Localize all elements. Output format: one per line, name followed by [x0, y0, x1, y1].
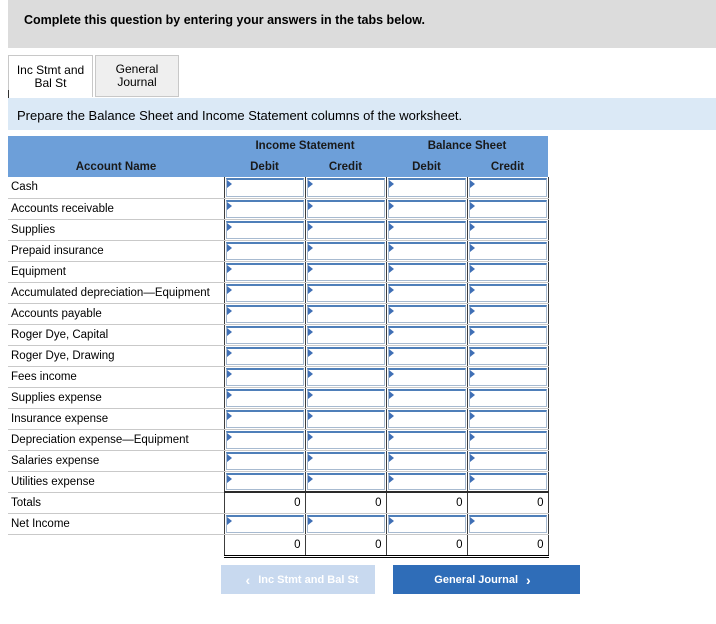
input-marker-icon [227, 475, 232, 483]
bs-credit-input-cell[interactable] [467, 219, 548, 240]
is-debit-input-cell[interactable] [224, 303, 305, 324]
answer-input[interactable] [307, 410, 385, 428]
input-marker-icon [308, 433, 313, 441]
table-row [8, 450, 548, 471]
input-marker-icon [308, 370, 313, 378]
input-marker-icon [308, 307, 313, 315]
income-statement-header: Income Statement [224, 136, 386, 156]
account-name: Fees income [8, 366, 224, 387]
input-marker-icon [389, 180, 394, 188]
is-debit-input-cell[interactable] [224, 198, 305, 219]
is-credit-input-cell[interactable] [305, 219, 386, 240]
answer-input[interactable] [307, 305, 385, 323]
bs-debit-input-cell[interactable] [386, 429, 467, 450]
input-marker-icon [308, 328, 313, 336]
input-marker-icon [308, 202, 313, 210]
input-marker-icon [389, 265, 394, 273]
next-tab-button[interactable] [393, 565, 580, 594]
table-row [8, 324, 548, 345]
account-name: Supplies [8, 219, 224, 240]
answer-input[interactable] [388, 410, 466, 428]
answer-input[interactable] [226, 263, 304, 281]
input-marker-icon [470, 391, 475, 399]
table-row [8, 261, 548, 282]
bs-credit-input-cell[interactable] [467, 324, 548, 345]
answer-input[interactable] [307, 326, 385, 344]
input-marker-icon [227, 433, 232, 441]
final-is-debit [224, 534, 305, 556]
net-income-bs-debit-input[interactable] [386, 513, 467, 534]
account-name-header: Account Name [8, 156, 224, 177]
prev-tab-button[interactable] [221, 565, 375, 594]
is-debit-input-cell[interactable] [224, 471, 305, 492]
input-marker-icon [227, 517, 232, 525]
input-marker-icon [227, 265, 232, 273]
table-row [8, 177, 548, 198]
tab-label-line2: Bal St [34, 75, 67, 90]
input-marker-icon [470, 349, 475, 357]
input-marker-icon [227, 370, 232, 378]
input-marker-icon [227, 286, 232, 294]
answer-input[interactable] [469, 178, 547, 197]
bs-debit-input-cell[interactable] [386, 345, 467, 366]
bs-credit-input-cell[interactable] [467, 471, 548, 492]
net-income-is-credit-input[interactable] [305, 513, 386, 534]
table-row [8, 471, 548, 492]
answer-input[interactable] [388, 347, 466, 365]
value: 0 [294, 538, 301, 551]
input-marker-icon [470, 370, 475, 378]
balance-sheet-header: Balance Sheet [386, 136, 548, 156]
answer-input[interactable] [307, 178, 385, 197]
input-marker-icon [470, 265, 475, 273]
net-income-label: Net Income [8, 513, 224, 534]
totals-is-debit [224, 492, 305, 513]
answer-input[interactable] [226, 347, 304, 365]
account-name: Accounts receivable [8, 198, 224, 219]
answer-input[interactable] [469, 347, 547, 365]
tab-divider [8, 90, 9, 98]
value: 0 [537, 497, 544, 509]
account-name: Supplies expense [8, 387, 224, 408]
is-credit-input-cell[interactable] [305, 408, 386, 429]
input-marker-icon [389, 202, 394, 210]
table-row [8, 219, 548, 240]
answer-input[interactable] [307, 263, 385, 281]
is-debit-input-cell[interactable] [224, 282, 305, 303]
is-credit-input-cell[interactable] [305, 429, 386, 450]
input-marker-icon [389, 307, 394, 315]
bs-credit-input-cell[interactable] [467, 345, 548, 366]
is-debit-input-cell[interactable] [224, 177, 305, 198]
value: 0 [375, 497, 382, 509]
account-name: Roger Dye, Capital [8, 324, 224, 345]
is-debit-input-cell[interactable] [224, 261, 305, 282]
input-marker-icon [227, 307, 232, 315]
input-marker-icon [389, 454, 394, 462]
bs-credit-input-cell[interactable] [467, 387, 548, 408]
answer-input[interactable] [469, 200, 547, 218]
table-row [8, 198, 548, 219]
account-name: Accounts payable [8, 303, 224, 324]
worksheet-table [8, 136, 549, 558]
input-marker-icon [470, 286, 475, 294]
input-marker-icon [470, 244, 475, 252]
bs-debit-input-cell[interactable] [386, 219, 467, 240]
input-marker-icon [227, 391, 232, 399]
instruction-text: Prepare the Balance Sheet and Income Statement columns of the worksheet. [17, 108, 463, 123]
answer-input[interactable] [226, 242, 304, 260]
answer-input[interactable] [388, 368, 466, 386]
input-marker-icon [227, 349, 232, 357]
answer-input[interactable] [307, 473, 385, 491]
final-totals-row [8, 534, 548, 556]
input-marker-icon [470, 202, 475, 210]
answer-input[interactable] [226, 200, 304, 218]
is-credit-input-cell[interactable] [305, 282, 386, 303]
is-debit-input-cell[interactable] [224, 324, 305, 345]
answer-input[interactable] [307, 431, 385, 449]
answer-input[interactable] [307, 200, 385, 218]
input-marker-icon [470, 180, 475, 188]
input-marker-icon [470, 223, 475, 231]
answer-input[interactable] [388, 431, 466, 449]
chevron-left-icon: ‹ [245, 571, 251, 588]
totals-is-credit [305, 492, 386, 513]
input-marker-icon [389, 475, 394, 483]
bs-debit-input-cell[interactable] [386, 408, 467, 429]
answer-input[interactable] [226, 368, 304, 386]
answer-input[interactable] [226, 473, 304, 491]
is-credit-input-cell[interactable] [305, 450, 386, 471]
bs-debit-input-cell[interactable] [386, 324, 467, 345]
answer-input[interactable] [469, 452, 547, 470]
answer-input[interactable] [307, 284, 385, 302]
answer-input[interactable] [388, 178, 466, 197]
input-marker-icon [227, 412, 232, 420]
chevron-right-icon: › [526, 571, 531, 588]
is-debit-input-cell[interactable] [224, 240, 305, 261]
input-marker-icon [470, 517, 475, 525]
answer-input[interactable] [469, 305, 547, 323]
value: 0 [375, 538, 382, 551]
bs-credit-input-cell[interactable] [467, 282, 548, 303]
table-row [8, 303, 548, 324]
answer-input[interactable] [388, 221, 466, 239]
answer-input[interactable] [307, 221, 385, 239]
bs-debit-input-cell[interactable] [386, 387, 467, 408]
table-row [8, 387, 548, 408]
input-marker-icon [227, 328, 232, 336]
table-row [8, 429, 548, 450]
input-marker-icon [389, 517, 394, 525]
answer-input[interactable] [226, 178, 304, 197]
is-credit-input-cell[interactable] [305, 240, 386, 261]
bs-debit-input-cell[interactable] [386, 471, 467, 492]
input-marker-icon [227, 223, 232, 231]
input-marker-icon [389, 349, 394, 357]
is-debit-input-cell[interactable] [224, 450, 305, 471]
input-marker-icon [308, 391, 313, 399]
value: 0 [537, 538, 544, 551]
answer-input[interactable] [388, 326, 466, 344]
bs-credit-input-cell[interactable] [467, 261, 548, 282]
tab-inc-stmt-bal-st[interactable] [8, 55, 93, 97]
bs-credit-input-cell[interactable] [467, 177, 548, 198]
answer-input[interactable] [469, 242, 547, 260]
answer-input[interactable] [388, 305, 466, 323]
is-credit-input-cell[interactable] [305, 387, 386, 408]
final-bs-credit [467, 534, 548, 556]
bs-debit-input-cell[interactable] [386, 282, 467, 303]
final-bs-debit [386, 534, 467, 556]
answer-input[interactable] [226, 410, 304, 428]
input-marker-icon [389, 328, 394, 336]
input-marker-icon [389, 391, 394, 399]
input-marker-icon [389, 370, 394, 378]
answer-input[interactable] [226, 305, 304, 323]
header-blank [8, 136, 224, 156]
answer-input[interactable] [307, 368, 385, 386]
bs-debit-input-cell[interactable] [386, 366, 467, 387]
bs-debit-header: Debit [386, 156, 467, 177]
bs-credit-input-cell[interactable] [467, 240, 548, 261]
net-income-bs-credit-input[interactable] [467, 513, 548, 534]
input-marker-icon [470, 433, 475, 441]
answer-input[interactable] [226, 515, 304, 533]
table-row [8, 240, 548, 261]
totals-bs-credit [467, 492, 548, 513]
answer-input[interactable] [388, 515, 466, 533]
table-row [8, 345, 548, 366]
input-marker-icon [227, 180, 232, 188]
is-debit-input-cell[interactable] [224, 408, 305, 429]
account-name: Equipment [8, 261, 224, 282]
bs-debit-input-cell[interactable] [386, 261, 467, 282]
answer-input[interactable] [469, 326, 547, 344]
is-credit-input-cell[interactable] [305, 177, 386, 198]
input-marker-icon [470, 475, 475, 483]
bs-credit-input-cell[interactable] [467, 408, 548, 429]
answer-input[interactable] [226, 389, 304, 407]
account-name: Utilities expense [8, 471, 224, 492]
input-marker-icon [389, 223, 394, 231]
answer-input[interactable] [469, 431, 547, 449]
answer-input[interactable] [388, 242, 466, 260]
input-marker-icon [470, 328, 475, 336]
answer-input[interactable] [307, 347, 385, 365]
account-name: Prepaid insurance [8, 240, 224, 261]
answer-input[interactable] [226, 221, 304, 239]
tab-general-journal[interactable] [95, 55, 179, 97]
table-row [8, 282, 548, 303]
answer-input[interactable] [469, 368, 547, 386]
tab-label-line1: General [115, 62, 159, 76]
answer-input[interactable] [469, 410, 547, 428]
input-marker-icon [470, 454, 475, 462]
answer-input[interactable] [388, 284, 466, 302]
input-marker-icon [389, 244, 394, 252]
value: 0 [456, 497, 463, 509]
bs-credit-input-cell[interactable] [467, 303, 548, 324]
is-debit-input-cell[interactable] [224, 366, 305, 387]
answer-input[interactable] [307, 515, 385, 533]
bs-debit-input-cell[interactable] [386, 198, 467, 219]
is-credit-header: Credit [305, 156, 386, 177]
bs-debit-input-cell[interactable] [386, 240, 467, 261]
account-name: Depreciation expense—Equipment [8, 429, 224, 450]
input-marker-icon [308, 223, 313, 231]
input-marker-icon [308, 349, 313, 357]
input-marker-icon [308, 244, 313, 252]
bs-credit-input-cell[interactable] [467, 198, 548, 219]
is-debit-input-cell[interactable] [224, 219, 305, 240]
bs-debit-input-cell[interactable] [386, 450, 467, 471]
answer-input[interactable] [388, 473, 466, 491]
totals-row [8, 492, 548, 513]
final-totals-label [8, 534, 224, 556]
account-name: Accumulated depreciation—Equipment [8, 282, 224, 303]
final-is-credit [305, 534, 386, 556]
is-credit-input-cell[interactable] [305, 303, 386, 324]
bs-credit-input-cell[interactable] [467, 450, 548, 471]
account-name: Roger Dye, Drawing [8, 345, 224, 366]
answer-input[interactable] [469, 284, 547, 302]
answer-input[interactable] [388, 200, 466, 218]
is-credit-input-cell[interactable] [305, 366, 386, 387]
input-marker-icon [308, 265, 313, 273]
input-marker-icon [389, 286, 394, 294]
tab-label-line1: Inc Stmt and [16, 62, 85, 77]
input-marker-icon [308, 475, 313, 483]
is-credit-input-cell[interactable] [305, 345, 386, 366]
is-credit-input-cell[interactable] [305, 261, 386, 282]
answer-input[interactable] [469, 389, 547, 407]
input-marker-icon [470, 412, 475, 420]
answer-input[interactable] [307, 242, 385, 260]
input-marker-icon [389, 412, 394, 420]
answer-input[interactable] [226, 452, 304, 470]
answer-input[interactable] [307, 452, 385, 470]
is-debit-input-cell[interactable] [224, 387, 305, 408]
bs-debit-input-cell[interactable] [386, 303, 467, 324]
next-button-label: General Journal [434, 573, 519, 586]
is-debit-input-cell[interactable] [224, 345, 305, 366]
answer-input[interactable] [469, 473, 547, 491]
instruction-bar [8, 98, 716, 130]
input-marker-icon [308, 412, 313, 420]
totals-bs-debit [386, 492, 467, 513]
value: 0 [294, 497, 301, 509]
input-marker-icon [227, 244, 232, 252]
answer-input[interactable] [226, 284, 304, 302]
totals-label: Totals [8, 492, 224, 513]
input-marker-icon [470, 307, 475, 315]
bs-debit-input-cell[interactable] [386, 177, 467, 198]
prev-button-label: Inc Stmt and Bal St [258, 573, 359, 586]
net-income-row [8, 513, 548, 534]
is-debit-input-cell[interactable] [224, 429, 305, 450]
is-credit-input-cell[interactable] [305, 198, 386, 219]
is-debit-header: Debit [224, 156, 305, 177]
answer-input[interactable] [226, 326, 304, 344]
instructions-banner [8, 0, 716, 48]
answer-input[interactable] [226, 431, 304, 449]
bs-credit-input-cell[interactable] [467, 429, 548, 450]
bs-credit-header: Credit [467, 156, 548, 177]
answer-input[interactable] [469, 263, 547, 281]
tab-label-line2: Journal [117, 75, 157, 89]
input-marker-icon [308, 180, 313, 188]
banner-title: Complete this question by entering your answers in the tabs below. [24, 13, 425, 27]
input-marker-icon [227, 202, 232, 210]
answer-input[interactable] [307, 389, 385, 407]
input-marker-icon [389, 433, 394, 441]
answer-input[interactable] [388, 263, 466, 281]
answer-input[interactable] [388, 452, 466, 470]
input-marker-icon [308, 454, 313, 462]
account-name: Cash [8, 177, 224, 198]
account-name: Insurance expense [8, 408, 224, 429]
table-row [8, 408, 548, 429]
account-name: Salaries expense [8, 450, 224, 471]
table-row [8, 366, 548, 387]
input-marker-icon [308, 517, 313, 525]
answer-input[interactable] [469, 515, 547, 533]
answer-input[interactable] [388, 389, 466, 407]
net-income-is-debit-input[interactable] [224, 513, 305, 534]
bs-credit-input-cell[interactable] [467, 366, 548, 387]
is-credit-input-cell[interactable] [305, 471, 386, 492]
is-credit-input-cell[interactable] [305, 324, 386, 345]
input-marker-icon [227, 454, 232, 462]
value: 0 [456, 538, 463, 551]
input-marker-icon [308, 286, 313, 294]
answer-input[interactable] [469, 221, 547, 239]
